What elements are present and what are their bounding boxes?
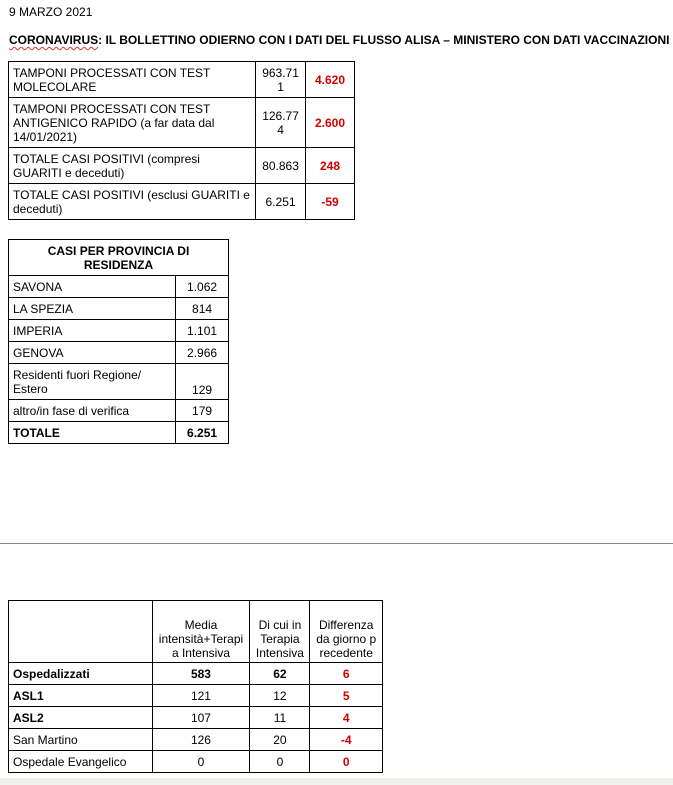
headline-keyword: CORONAVIRUS	[9, 33, 99, 47]
total-label: TOTALE	[9, 422, 176, 444]
row-value: 963.711	[256, 62, 306, 98]
headline	[9, 33, 669, 47]
row-total: 107	[152, 707, 250, 729]
row-delta: 4.620	[306, 62, 355, 98]
table-row	[9, 320, 229, 342]
row-value: 179	[176, 400, 229, 422]
row-icu: 0	[250, 751, 310, 773]
row-label: altro/in fase di verifica	[9, 400, 176, 422]
row-label: TOTALE CASI POSITIVI (esclusi GUARITI e deceduti)	[9, 184, 256, 220]
header-cell: Media intensità+Terapi a Intensiva	[152, 601, 250, 663]
row-value: 126.774	[256, 98, 306, 148]
total-value: 6.251	[176, 422, 229, 444]
table-header-row	[9, 601, 383, 663]
row-value: 814	[176, 298, 229, 320]
row-label: Ospedalizzati	[9, 663, 153, 685]
row-total: 0	[152, 751, 250, 773]
row-icu: 20	[250, 729, 310, 751]
table-row	[9, 148, 355, 184]
row-label: GENOVA	[9, 342, 176, 364]
row-value: 1.101	[176, 320, 229, 342]
table-row	[9, 729, 383, 751]
table-row	[9, 62, 355, 98]
row-label: IMPERIA	[9, 320, 176, 342]
row-label: Ospedale Evangelico	[9, 751, 153, 773]
row-value: 6.251	[256, 184, 306, 220]
table-total-row	[9, 422, 229, 444]
row-icu: 11	[250, 707, 310, 729]
table-row	[9, 184, 355, 220]
table-row	[9, 707, 383, 729]
row-delta: 2.600	[306, 98, 355, 148]
province-header: CASI PER PROVINCIA DI RESIDENZA	[9, 240, 229, 276]
row-diff: 6	[310, 663, 383, 685]
row-diff: -4	[310, 729, 383, 751]
row-label: ASL1	[9, 685, 153, 707]
row-value: 1.062	[176, 276, 229, 298]
header-cell: Differenza da giorno precedente	[310, 601, 383, 663]
hospital-table	[8, 600, 383, 773]
row-total: 126	[152, 729, 250, 751]
report-date: 9 MARZO 2021	[9, 5, 93, 19]
tests-table	[8, 61, 355, 220]
table-row	[9, 751, 383, 773]
table-row	[9, 298, 229, 320]
header-cell	[9, 601, 153, 663]
table-row	[9, 342, 229, 364]
section-divider	[0, 543, 673, 544]
row-value: 2.966	[176, 342, 229, 364]
table-row	[9, 98, 355, 148]
bottom-bar	[0, 778, 673, 785]
table-header-row	[9, 240, 229, 276]
headline-text: : IL BOLLETTINO ODIERNO CON I DATI DEL FLUSSO ALISA – MINISTERO CON DATI VACCINAZIONI	[98, 33, 670, 47]
province-table	[8, 239, 229, 444]
row-total: 583	[152, 663, 250, 685]
row-diff: 5	[310, 685, 383, 707]
row-label: TOTALE CASI POSITIVI (compresi GUARITI e deceduti)	[9, 148, 256, 184]
table-row	[9, 364, 229, 400]
row-label: San Martino	[9, 729, 153, 751]
row-delta: -59	[306, 184, 355, 220]
row-delta: 248	[306, 148, 355, 184]
row-label: LA SPEZIA	[9, 298, 176, 320]
row-diff: 4	[310, 707, 383, 729]
row-label: TAMPONI PROCESSATI CON TEST ANTIGENICO RAPIDO (a far data dal 14/01/2021)	[9, 98, 256, 148]
row-total: 121	[152, 685, 250, 707]
table-row	[9, 685, 383, 707]
row-label: SAVONA	[9, 276, 176, 298]
row-label: TAMPONI PROCESSATI CON TEST MOLECOLARE	[9, 62, 256, 98]
header-cell: Di cui in Terapia Intensiva	[250, 601, 310, 663]
row-icu: 12	[250, 685, 310, 707]
row-label: ASL2	[9, 707, 153, 729]
table-row	[9, 663, 383, 685]
row-value: 129	[176, 364, 229, 400]
row-value: 80.863	[256, 148, 306, 184]
row-label: Residenti fuori Regione/ Estero	[9, 364, 176, 400]
table-row	[9, 400, 229, 422]
table-row	[9, 276, 229, 298]
row-icu: 62	[250, 663, 310, 685]
row-diff: 0	[310, 751, 383, 773]
